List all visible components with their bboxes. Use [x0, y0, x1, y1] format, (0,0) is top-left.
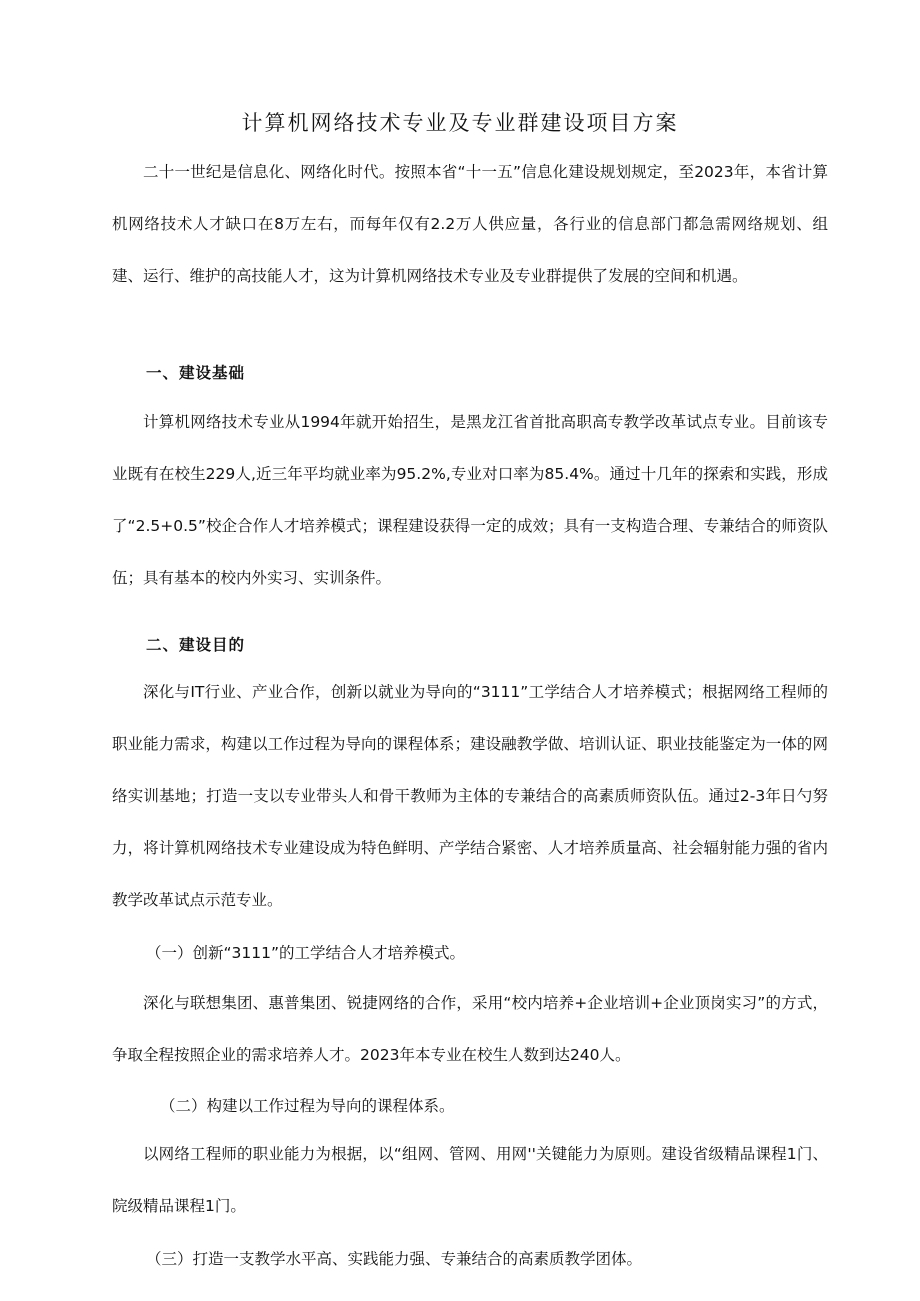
section-1-heading: 一、建设基础 [146, 364, 246, 382]
section-1-paragraph: 计算机网络技术专业从1994年就开始招生，是黑龙江省首批高职高专教学改革试点专业。目前该专业既有在校生229人,近三年平均就业率为95.2%,专业对口率为85.4%。通过十几年的探索和实践，形成了“2.5+0.5”校企合作人才培养模式；课程建设获得一定的成效；具有一支构造合理、专兼结合的师资队伍；具有基本的校内外实习、实训条件。 [112, 413, 828, 587]
subsection-2-heading: （二）构建以工作过程为导向的课程体系。 [160, 1097, 455, 1115]
subsection-3-heading: （三）打造一支教学水平高、实践能力强、专兼结合的高素质教学团体。 [146, 1250, 643, 1268]
document-title: 计算机网络技术专业及专业群建设项目方案 [241, 111, 679, 135]
subsection-1-paragraph: 深化与联想集团、惠普集团、锐捷网络的合作，采用“校内培养+企业培训+企业顶岗实习”的方式，争取全程按照企业的需求培养人才。2023年本专业在校生人数到达240人。 [112, 994, 828, 1064]
subsection-1-heading: （一）创新“3111”的工学结合人才培养模式。 [146, 944, 466, 962]
section-2-heading: 二、建设目的 [146, 636, 246, 654]
subsection-2-paragraph: 以网络工程师的职业能力为根据，以“组网、管网、用网''关键能力为原则。建设省级精品课程1门、院级精品课程1门。 [112, 1145, 828, 1215]
intro-paragraph: 二十一世纪是信息化、网络化时代。按照本省“十一五”信息化建设规划规定，至2023年，本省计算机网络技术人才缺口在8万左右，而每年仅有2.2万人供应量，各行业的信息部门都急需网络规划、组建、运行、维护的高技能人才，这为计算机网络技术专业及专业群提供了发展的空间和机遇。 [112, 163, 828, 285]
section-2-paragraph: 深化与IT行业、产业合作，创新以就业为导向的“3111”工学结合人才培养模式；根据网络工程师的职业能力需求，构建以工作过程为导向的课程体系；建设融教学做、培训认证、职业技能鉴定为一体的网络实训基地；打造一支以专业带头人和骨干教师为主体的专兼结合的高素质师资队伍。通过2-3年日勺努力，将计算机网络技术专业建设成为特色鲜明、产学结合紧密、人才培养质量高、社会辐射能力强的省内教学改革试点示范专业。 [112, 683, 828, 909]
